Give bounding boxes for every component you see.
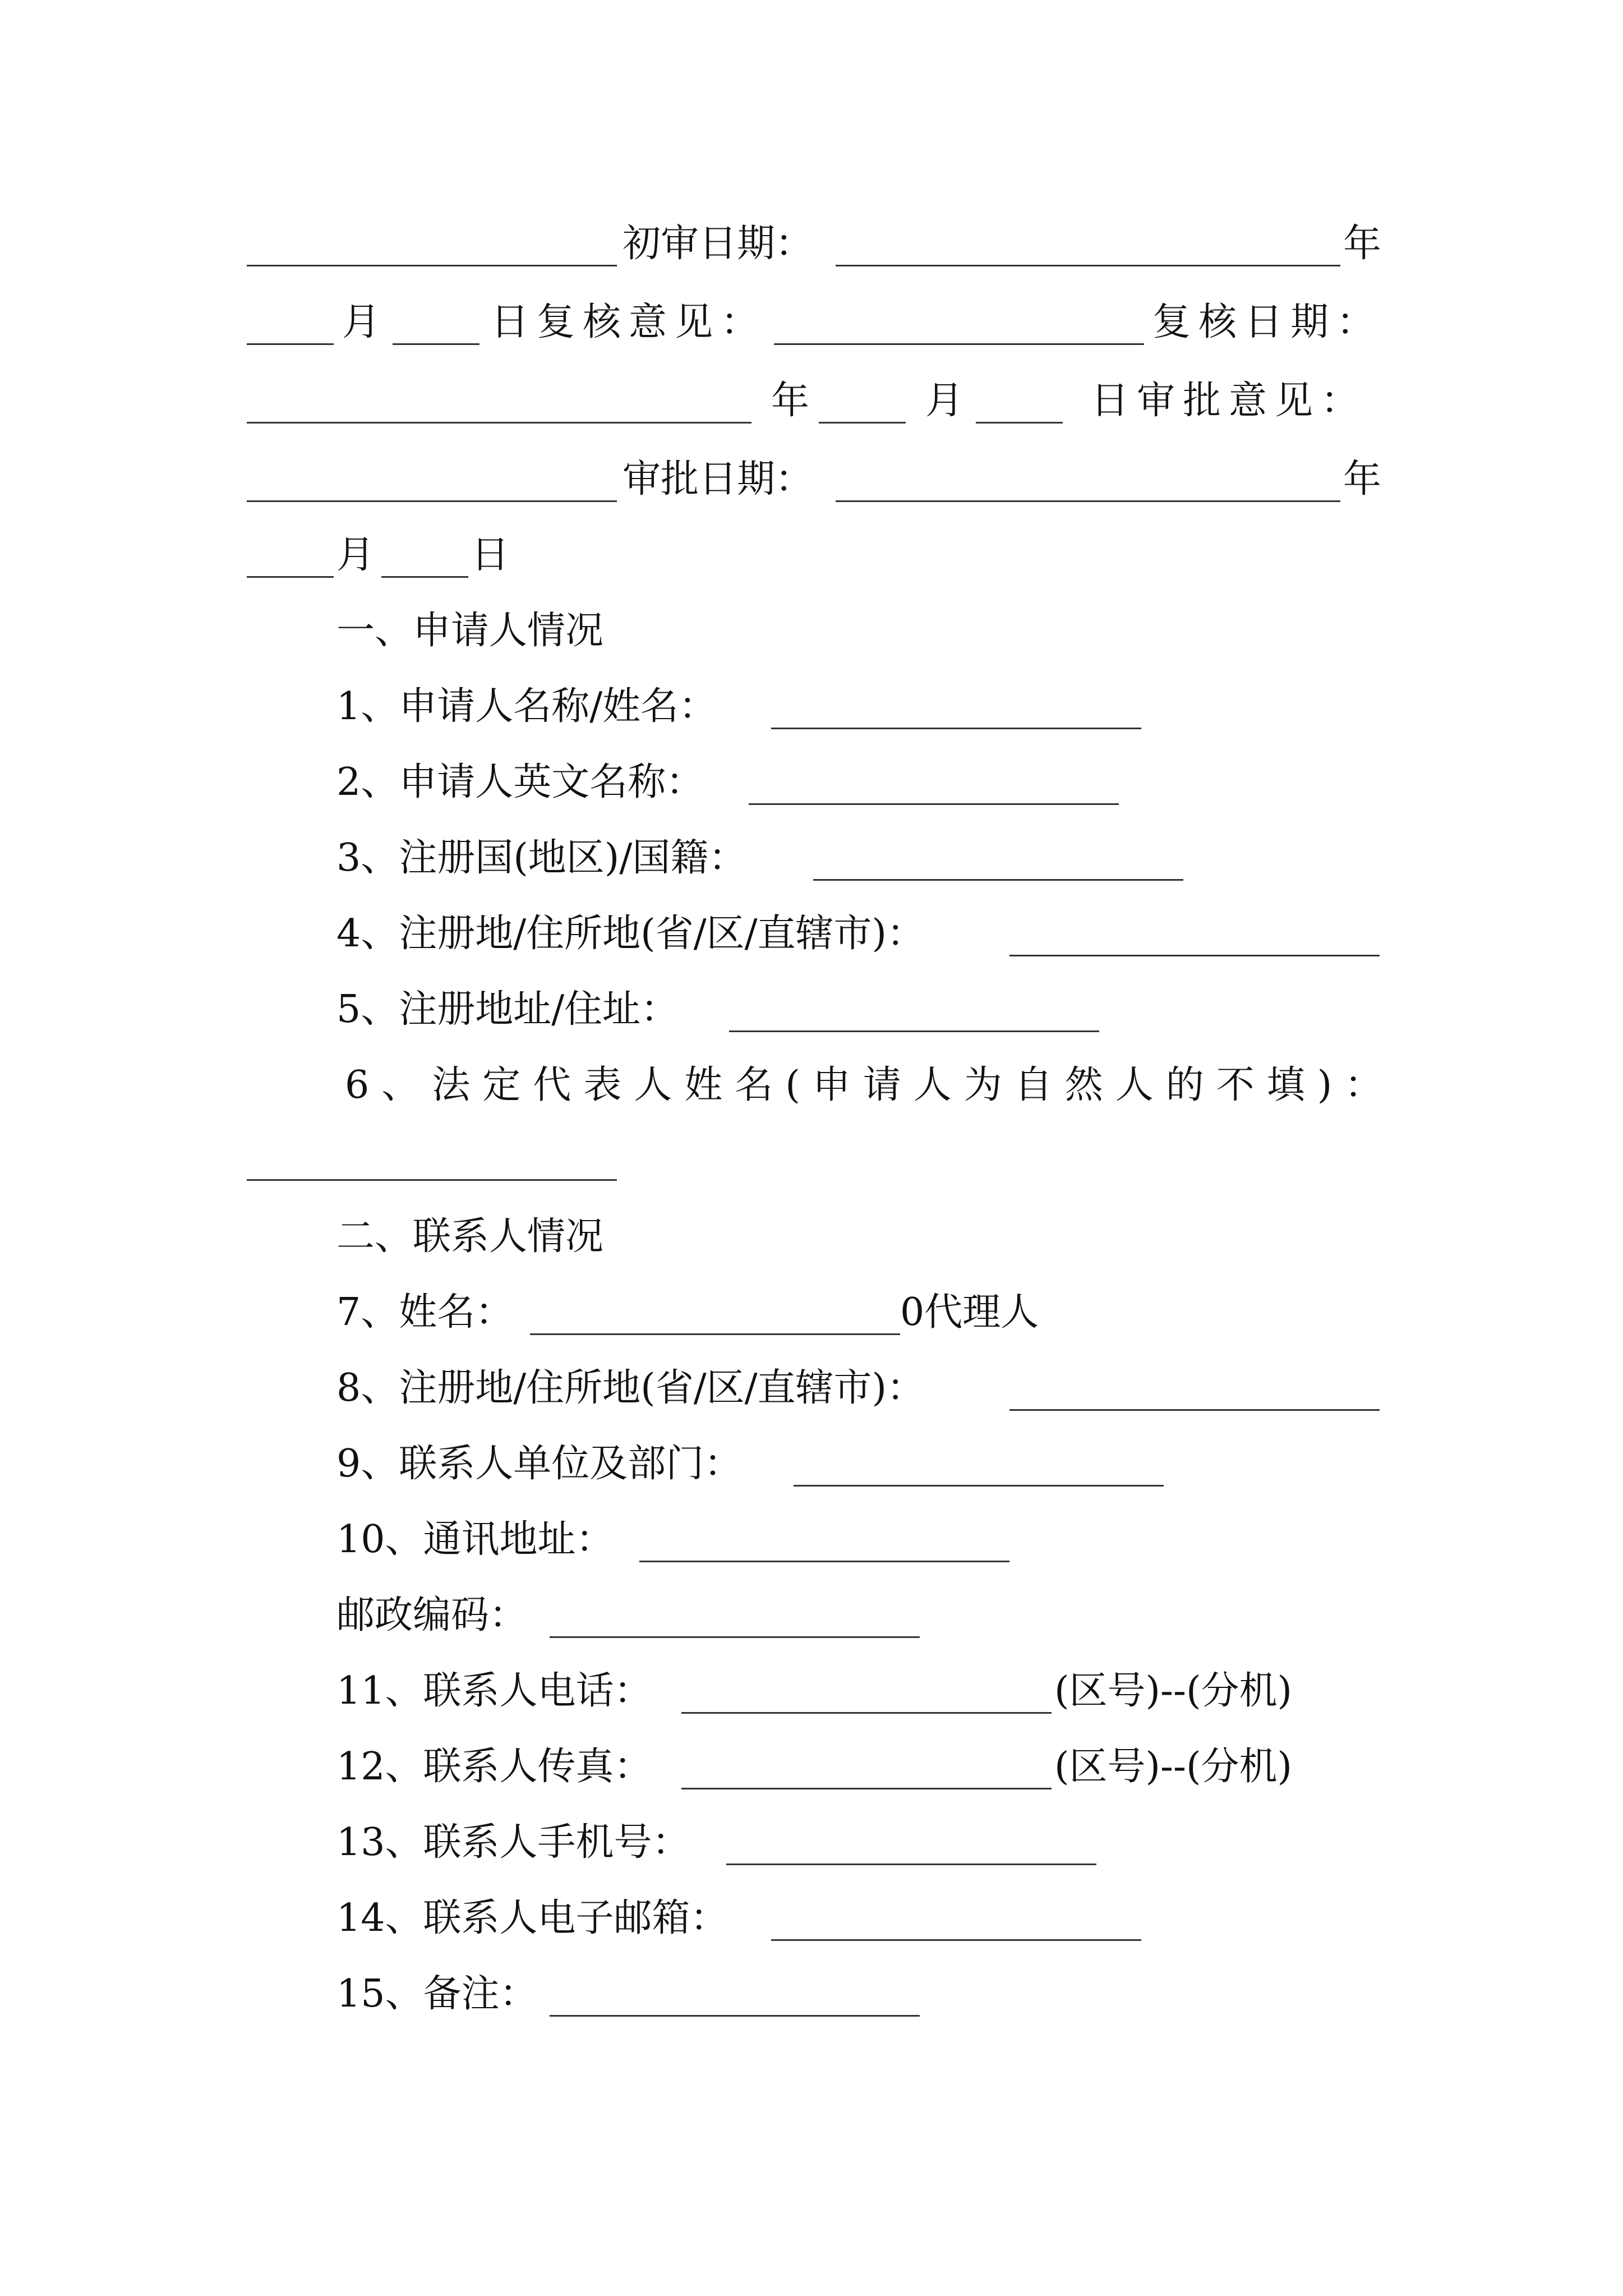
month-field[interactable]	[247, 576, 334, 578]
field-label: 1、申请人名称/姓名：	[336, 684, 717, 729]
field-label: 8、注册地/住所地(省/区/直辖市)：	[336, 1366, 925, 1410]
field-label: 2、申请人英文名称：	[336, 760, 704, 804]
approval-opinion-label: 日审批意见：	[1091, 379, 1367, 423]
blank-field[interactable]	[247, 265, 617, 266]
month-label: 月	[925, 379, 964, 423]
year-label: 年	[1343, 457, 1382, 501]
field-label: 3、注册国(地区)/国籍：	[336, 836, 747, 880]
approval-date-field[interactable]	[836, 500, 1340, 502]
field-label: 9、联系人单位及部门：	[336, 1442, 743, 1486]
contact-phone-field[interactable]	[681, 1712, 1052, 1714]
approval-date-label: 审批日期：	[623, 457, 814, 501]
field-label: 5、注册地址/住址：	[336, 987, 679, 1032]
contact-fax-field[interactable]	[681, 1788, 1052, 1789]
contact-email-field[interactable]	[771, 1939, 1141, 1941]
contact-registration-place-field[interactable]	[1009, 1409, 1380, 1411]
year-label: 年	[771, 379, 810, 423]
field-label: 13、联系人手机号：	[336, 1820, 690, 1865]
month-field[interactable]	[247, 343, 334, 345]
month-label: 月	[336, 533, 375, 577]
applicant-name-field[interactable]	[771, 728, 1141, 729]
review-date-field[interactable]	[247, 422, 751, 424]
field-label: 7、姓名：	[336, 1290, 514, 1335]
month-label: 月	[342, 300, 381, 344]
remarks-field[interactable]	[550, 2015, 920, 2017]
day-field[interactable]	[381, 576, 468, 578]
section-title: 一、申请人情况	[336, 609, 604, 653]
field-label: 10、通讯地址：	[336, 1517, 614, 1562]
applicant-english-name-field[interactable]	[749, 803, 1119, 805]
review-date-label: 复核日期：	[1152, 300, 1383, 344]
field-label: 11、联系人电话：	[336, 1669, 652, 1713]
field-label: 14、联系人电子邮箱：	[336, 1896, 728, 1940]
first-review-date-field[interactable]	[836, 265, 1340, 266]
contact-unit-field[interactable]	[794, 1485, 1164, 1487]
registration-address-field[interactable]	[729, 1030, 1099, 1032]
field-label: 4、注册地/住所地(省/区/直辖市)：	[336, 912, 925, 956]
legal-representative-field[interactable]	[247, 1179, 617, 1181]
approval-opinion-field[interactable]	[247, 500, 617, 502]
day-field[interactable]	[393, 343, 479, 345]
agent-option: 0代理人	[900, 1290, 1039, 1335]
review-opinion-label: 日复核意见：	[491, 300, 767, 344]
contact-mobile-field[interactable]	[726, 1864, 1096, 1865]
first-review-date-label: 初审日期：	[623, 222, 814, 266]
section-title: 二、联系人情况	[336, 1214, 604, 1259]
fax-format-hint: (区号)--(分机)	[1054, 1745, 1293, 1789]
year-label: 年	[1343, 222, 1382, 266]
registration-country-field[interactable]	[813, 879, 1183, 881]
field-label: 邮政编码：	[336, 1593, 528, 1637]
month-field[interactable]	[819, 422, 906, 424]
field-label: 6、法定代表人姓名(申请人为自然人的不填)：	[345, 1063, 1395, 1107]
contact-name-field[interactable]	[530, 1333, 900, 1335]
registration-place-field[interactable]	[1009, 955, 1380, 956]
day-label: 日	[471, 533, 510, 577]
day-field[interactable]	[976, 422, 1063, 424]
postal-code-field[interactable]	[550, 1636, 920, 1638]
field-label: 15、备注：	[336, 1972, 538, 2016]
review-opinion-field[interactable]	[774, 343, 1144, 345]
mailing-address-field[interactable]	[639, 1561, 1009, 1562]
field-label: 12、联系人传真：	[336, 1745, 652, 1789]
phone-format-hint: (区号)--(分机)	[1054, 1669, 1293, 1713]
